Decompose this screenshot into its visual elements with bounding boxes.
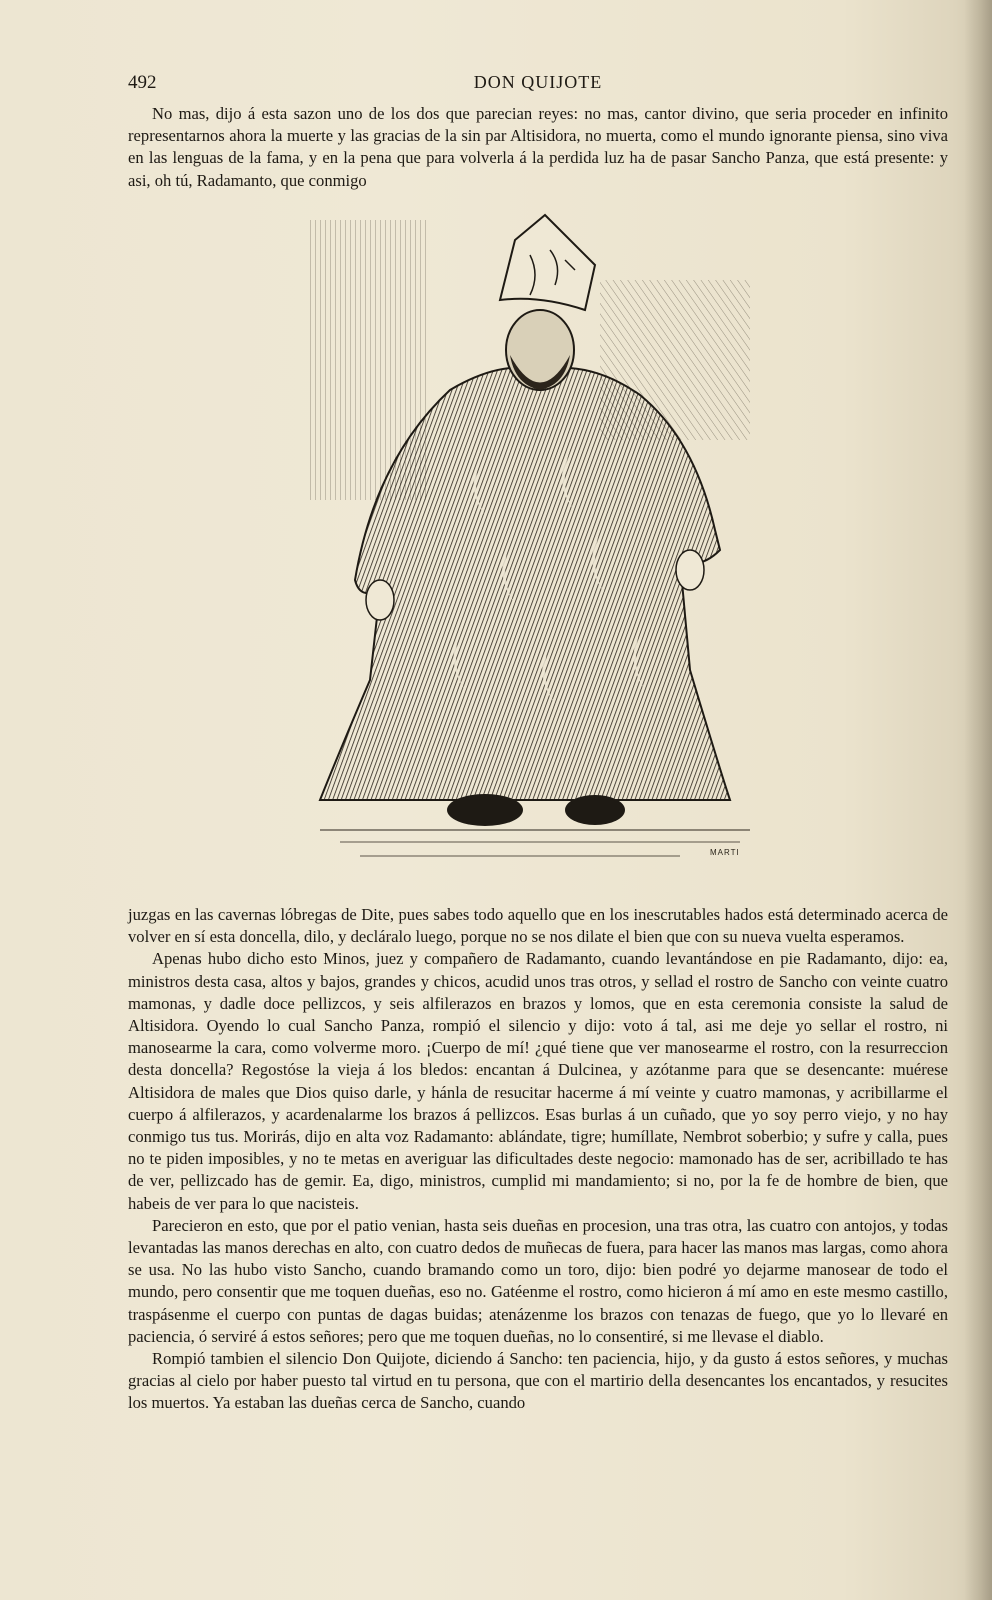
right-shoe [565, 795, 625, 825]
running-title: DON QUIJOTE [473, 72, 603, 92]
engraver-signature: MARTI [710, 848, 740, 857]
right-hand [676, 550, 704, 590]
paragraph: Rompió tambien el silencio Don Quijote, diciendo á Sancho: ten paciencia, hijo, y da gusto á estos señores, y muchas gracias al cielo por haber puesto tal virtud en tu persona, que con el martirio della desencantes los encantados, y resucites los muertos. Ya estaban las dueñas cerca de Sancho, cuando [128, 1349, 948, 1413]
paragraph: No mas, dijo á esta sazon uno de los dos que parecian reyes: no mas, cantor divino, que seria proceder en infinito representarnos ahora la muerte y las gracias de la sin par Altisidora, no muerta, como el mundo ignorante piensa, sino viva en las lenguas de la fama, y en la pena que para volverla á la perdida luz ha de pasar Sancho Panza, que está presente: y asi, oh tú, Radamanto, que conmigo [128, 104, 948, 190]
page-header [128, 72, 948, 96]
left-hand [366, 580, 394, 620]
top-text-block [128, 103, 948, 192]
bottom-text-block [128, 904, 948, 1415]
paragraph: Parecieron en esto, que por el patio venian, hasta seis dueñas en procesion, una tras otra, las cuatro con antojos, y todas levantadas las manos derechas en alto, con cuatro dedos de muñecas de fuera, para hacer las manos mas largas, como ahora se usa. No las hubo visto Sancho, cuando bramando como un toro, dijo: bien podré yo dejarme manosear de todo el mundo, pero consentir que me toquen dueñas, eso no. Gatéenme el rostro, como hicieron á mí amo en este mesmo castillo, traspásenme el cuerpo con puntas de dagas buidas; atenázenme los brazos con tenazas de fuego, que yo lo llevaré en paciencia, ó serviré á estos señores; pero que me toquen dueñas, no lo consentiré, si me llevase el diablo. [128, 1215, 948, 1346]
page-gutter-shadow [964, 0, 992, 1600]
face [506, 310, 574, 390]
left-shoe [447, 794, 523, 826]
page-number: 492 [128, 72, 157, 93]
paragraph: Apenas hubo dicho esto Minos, juez y compañero de Radamanto, cuando levantándose en pie Radamanto, dijo: ea, ministros desta casa, altos y bajos, grandes y chicos, acudid unos tras otros, y sellad el rostro de Sancho con veinte cuatro mamonas, y dadle doce pellizcos, y seis alfilerazos en brazos y lomos, que en esta ceremonia consiste la salud de Altisidora. Oyendo lo cual Sancho Panza, rompió el silencio y dijo: voto á tal, asi me deje yo sellar el rostro, ni manosearme la cara, como volverme moro. ¡Cuerpo de mí! ¿qué tiene que ver manosearme el rostro, con la resurreccion desta doncella? Regostóse la vieja á los bledos: encantan á Dulcinea, y azótanme para que se desencante: muérese Altisidora de males que Dios quiso darle, y hánla de resucitar hacerme á mí veinte y cuatro mamonas, y acribillarme el cuerpo á alfilerazos, y acardenalarme los brazos á pellizcos. Esas burlas á un cuñado, que yo soy perro viejo, y no hay conmigo tus tus. Morirás, dijo en alta voz Radamanto: ablándate, tigre; humíllate, Nembrot soberbio; y sufre y calla, pues no te piden imposibles, y no te metas en averiguar las dificultades deste negocio: mamonado has de ser, acribillado te has de ver, pellizcado has de gemir. Ea, digo, ministros, cumplid mi mandamiento; si no, por la fe de hombre de bien, que habeis de ver para lo que nacisteis. [128, 949, 948, 1213]
mitre-hat [500, 215, 595, 310]
engraving-figure-in-robe [300, 210, 780, 880]
paragraph: juzgas en las cavernas lóbregas de Dite, pues sabes todo aquello que en los inescrutables hados está determinado acerca de volver en sí esta doncella, dilo, y decláralo luego, porque no se nos dilate el bien que con su nueva vuelta esperamos. [128, 905, 948, 947]
